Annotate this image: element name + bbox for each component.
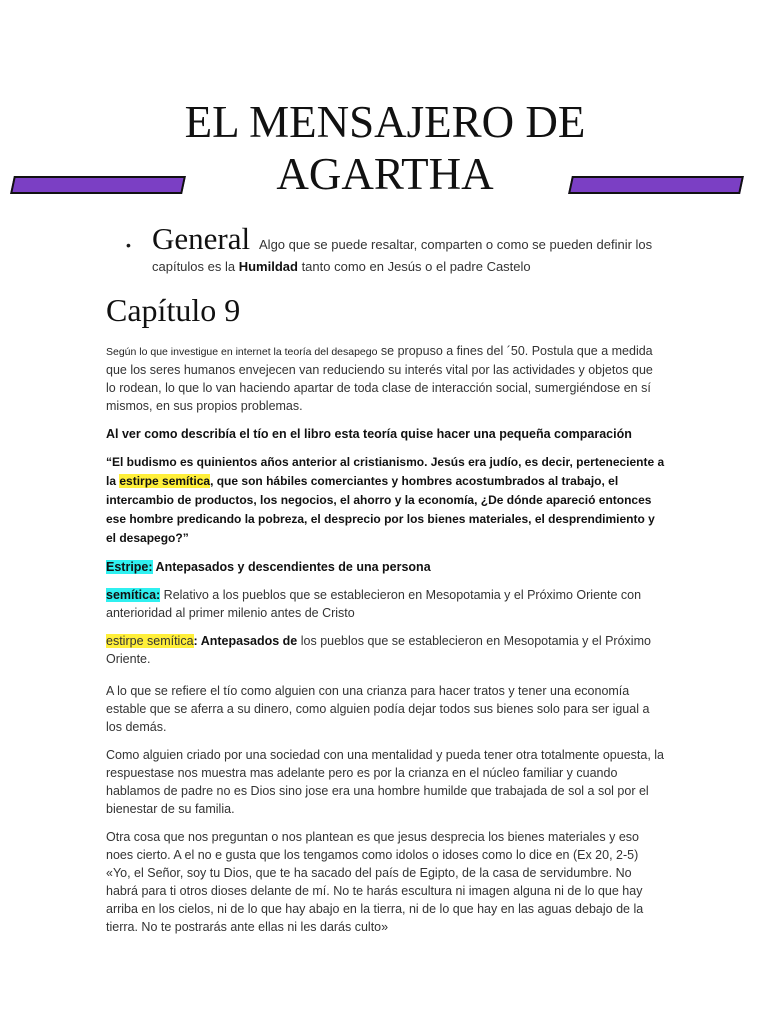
definition-estirpe-semitica-bold: : Antepasados de: [193, 634, 298, 648]
document-title: [150, 96, 620, 200]
title-line-1: EL MENSAJERO DE: [184, 97, 586, 147]
paragraph-bienes: Otra cosa que nos preguntan o nos plantean es que jesus desprecia los bienes materiales y eso noes cierto. A el no e gusta que los tengamos como idolos o idoses como lo dice en (Ex 20, 2-5) «Yo, el Señor, soy tu Dios, que te ha sacado del país de Egipto, de la casa de servidumbre. No habrá para ti otros dioses delante de mí. No te harás escultura ni imagen alguna ni de lo que hay arriba en los cielos, ni de lo que hay abajo en la tierra, ni de lo que hay en las aguas debajo de la tierra. No te postrarás ante ellas ni les darás culto»: [106, 830, 644, 934]
quote-highlight: estirpe semítica: [119, 474, 211, 488]
general-heading: General: [152, 221, 251, 256]
definition-semitica: [106, 586, 666, 622]
general-bold-word: Humildad: [238, 259, 298, 274]
paragraph-desapego: [106, 342, 666, 415]
paragraph-comparison: Al ver como describía el tío en el libro esta teoría quise hacer una pequeña comparación: [106, 427, 632, 441]
definition-estirpe-semitica-term: estirpe semítica: [106, 634, 194, 648]
bullet-dot: •: [126, 237, 131, 253]
definition-semitica-term: semítica:: [106, 588, 161, 602]
general-text-after: tanto como en Jesús o el padre Castelo: [297, 259, 531, 274]
paragraph-sociedad: Como alguien criado por una sociedad con una mentalidad y pueda tener otra totalmente opuesta, la respuestase nos muestra mas adelante pero es por la crianza en el núcleo familiar y cuando hablamos de padre no es Dios sino jose era una hombre humilde que trabajada de sol a sol por el bienestar de su familia.: [106, 748, 665, 816]
chapter-title: Capítulo 9: [106, 292, 241, 328]
definition-semitica-text: Relativo a los pueblos que se establecieron en Mesopotamia y el Próximo Oriente con anterioridad al primer milenio antes de Cristo: [106, 588, 642, 620]
paragraph-crianza: A lo que se refiere el tío como alguien con una crianza para hacer tratos y tener una economía estable que se aferra a su dinero, como alguien podía dejar todos sus bienes solo para ser igual a los demás.: [106, 684, 650, 734]
definition-estirpe-semitica: [106, 632, 666, 668]
definition-estripe: [106, 558, 666, 576]
general-bullet: [120, 222, 660, 278]
definition-estripe-text: Antepasados y descendientes de una persona: [152, 560, 431, 574]
paragraph-desapego-lead: Según lo que investigue en internet la teoría del desapego: [106, 346, 378, 358]
definition-estripe-term: Estripe:: [106, 560, 153, 574]
definition-estirpe-semitica-text: los pueblos que se establecieron en Mesopotamia y el Próximo Oriente.: [106, 634, 651, 666]
quote-after: , que son hábiles comerciantes y hombres acostumbrados al trabajo, el intercambio de productos, los negocios, el ahorro y la economía, ¿De dónde apareció entonces ese hombre predicando la pobreza, el desprecio por los bienes materiales, el desprendimiento y el desapego?”: [106, 474, 655, 545]
book-quote: [106, 453, 666, 548]
title-line-2: AGARTHA: [276, 149, 494, 199]
chapter-body: [106, 342, 666, 946]
general-text-before: Algo que se puede resaltar, comparten o como se pueden definir los capítulos es la: [152, 237, 653, 274]
paragraph-desapego-rest: se propuso a fines del ´50. Postula que a medida que los seres humanos envejecen van reduciendo su interés vital por las actividades y objetos que lo rodean, lo que lo van haciendo apartar de toda clase de interacción social, sumergiéndose en sí mismos, en sus propios problemas.: [106, 344, 653, 413]
general-bullet-text: [152, 222, 660, 278]
quote-before: “El budismo es quinientos años anterior al cristianismo. Jesús era judío, es decir, perteneciente a la: [106, 455, 665, 488]
